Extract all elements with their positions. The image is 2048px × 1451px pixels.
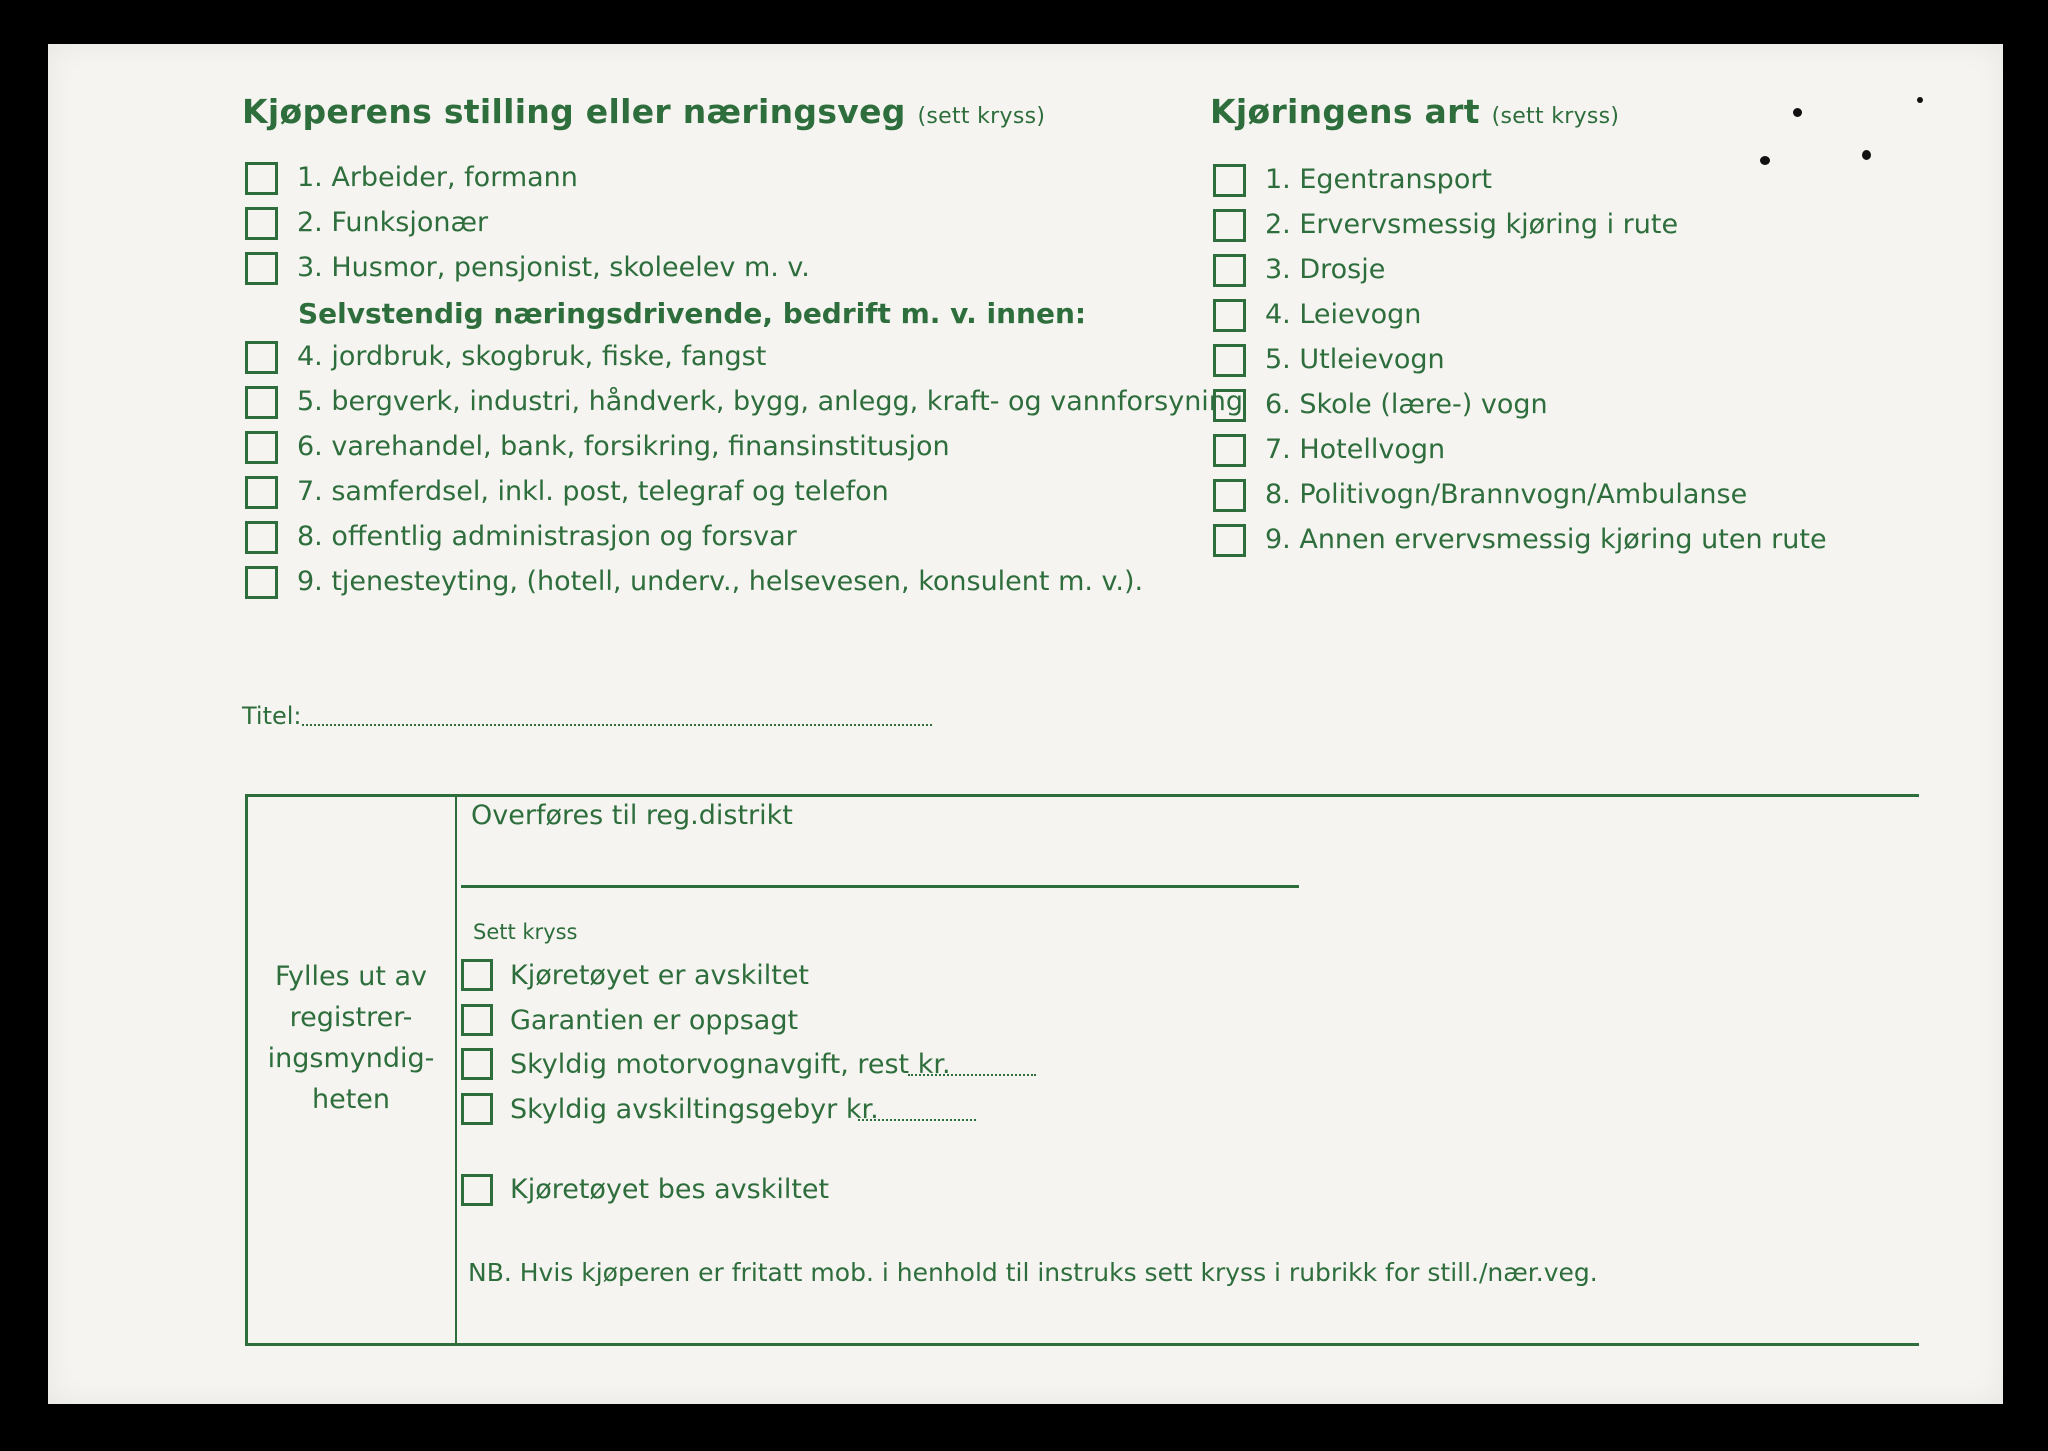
ink-speck	[1917, 97, 1923, 103]
side-label-text: Fylles ut av registrer-ingsmyndig-heten	[267, 961, 435, 1115]
box-left-border	[245, 794, 248, 1346]
box-top-border	[245, 794, 1919, 797]
check-motorvognavgift-label: Skyldig motorvognavgift, rest kr.	[510, 1049, 951, 1080]
stilling-item-9: 9. tjenesteyting, (hotell, underv., helsevesen, konsulent m. v.).	[297, 566, 1144, 597]
checkbox-stilling-9[interactable]	[245, 566, 278, 599]
right-section-title	[1210, 92, 1619, 131]
check-avskiltet-label: Kjøretøyet er avskiltet	[510, 960, 810, 991]
stilling-item-3: 3. Husmor, pensjonist, skoleelev m. v.	[297, 252, 810, 283]
art-item-7: 7. Hotellvogn	[1265, 434, 1446, 465]
checkbox-stilling-6[interactable]	[245, 431, 278, 464]
left-title-hint: (sett kryss)	[917, 104, 1046, 129]
stilling-item-5: 5. bergverk, industri, håndverk, bygg, anlegg, kraft- og vannforsyning	[297, 386, 1244, 417]
checkbox-art-9[interactable]	[1213, 524, 1246, 557]
art-item-4: 4. Leievogn	[1265, 299, 1422, 330]
checkbox-art-6[interactable]	[1213, 389, 1246, 422]
transfer-label: Overføres til reg.distrikt	[471, 800, 793, 831]
checkbox-motorvognavgift[interactable]	[461, 1048, 493, 1080]
check-avskiltingsgebyr-label: Skyldig avskiltingsgebyr kr.	[510, 1094, 879, 1125]
checkbox-stilling-2[interactable]	[245, 207, 278, 240]
selvstendig-subheading: Selvstendig næringsdrivende, bedrift m. v. innen:	[298, 297, 1087, 330]
right-title-text: Kjøringens art	[1210, 92, 1480, 131]
checkbox-avskiltingsgebyr[interactable]	[461, 1093, 493, 1125]
checkbox-art-4[interactable]	[1213, 299, 1246, 332]
checkbox-stilling-4[interactable]	[245, 341, 278, 374]
stilling-item-7: 7. samferdsel, inkl. post, telegraf og telefon	[297, 476, 889, 507]
stilling-item-2: 2. Funksjonær	[297, 207, 489, 238]
nb-note: NB. Hvis kjøperen er fritatt mob. i henhold til instruks sett kryss i rubrikk for still./nær.veg.	[468, 1258, 1598, 1287]
titel-field[interactable]	[302, 724, 932, 726]
registry-side-label	[262, 956, 440, 1120]
ink-speck	[1760, 156, 1770, 165]
ink-speck	[1862, 150, 1871, 160]
checkbox-bes-avskiltet[interactable]	[461, 1174, 493, 1206]
art-item-1: 1. Egentransport	[1265, 164, 1493, 195]
check-garanti-label: Garantien er oppsagt	[510, 1005, 799, 1036]
checkbox-art-1[interactable]	[1213, 164, 1246, 197]
checkbox-garanti[interactable]	[461, 1004, 493, 1036]
checkbox-art-3[interactable]	[1213, 254, 1246, 287]
art-item-2: 2. Ervervsmessig kjøring i rute	[1265, 209, 1679, 240]
checkbox-avskiltet[interactable]	[461, 959, 493, 991]
stilling-item-8: 8. offentlig administrasjon og forsvar	[297, 521, 797, 552]
titel-label: Titel:	[242, 702, 302, 730]
checkbox-art-2[interactable]	[1213, 209, 1246, 242]
art-item-5: 5. Utleievogn	[1265, 344, 1445, 375]
transfer-field-line[interactable]	[461, 885, 1299, 888]
left-title-text: Kjøperens stilling eller næringsveg	[242, 92, 906, 131]
checkbox-art-7[interactable]	[1213, 434, 1246, 467]
checkbox-art-5[interactable]	[1213, 344, 1246, 377]
box-divider	[455, 794, 457, 1346]
box-bottom-border	[245, 1343, 1919, 1346]
stilling-item-1: 1. Arbeider, formann	[297, 162, 578, 193]
ink-speck	[1793, 108, 1802, 117]
avskiltingsgebyr-amount-field[interactable]	[858, 1119, 976, 1121]
checkbox-stilling-7[interactable]	[245, 476, 278, 509]
check-bes-avskiltet-label: Kjøretøyet bes avskiltet	[510, 1174, 830, 1205]
stilling-item-4: 4. jordbruk, skogbruk, fiske, fangst	[297, 341, 767, 372]
art-item-8: 8. Politivogn/Brannvogn/Ambulanse	[1265, 479, 1748, 510]
motorvognavgift-amount-field[interactable]	[908, 1074, 1036, 1076]
checkbox-stilling-3[interactable]	[245, 252, 278, 285]
art-item-6: 6. Skole (lære-) vogn	[1265, 389, 1548, 420]
sett-kryss-label: Sett kryss	[473, 920, 578, 944]
right-title-hint: (sett kryss)	[1491, 104, 1620, 129]
checkbox-stilling-5[interactable]	[245, 386, 278, 419]
checkbox-stilling-1[interactable]	[245, 162, 278, 195]
checkbox-art-8[interactable]	[1213, 479, 1246, 512]
art-item-9: 9. Annen ervervsmessig kjøring uten rute	[1265, 524, 1827, 555]
stilling-item-6: 6. varehandel, bank, forsikring, finansinstitusjon	[297, 431, 950, 462]
art-item-3: 3. Drosje	[1265, 254, 1386, 285]
checkbox-stilling-8[interactable]	[245, 521, 278, 554]
left-section-title	[242, 92, 1045, 131]
